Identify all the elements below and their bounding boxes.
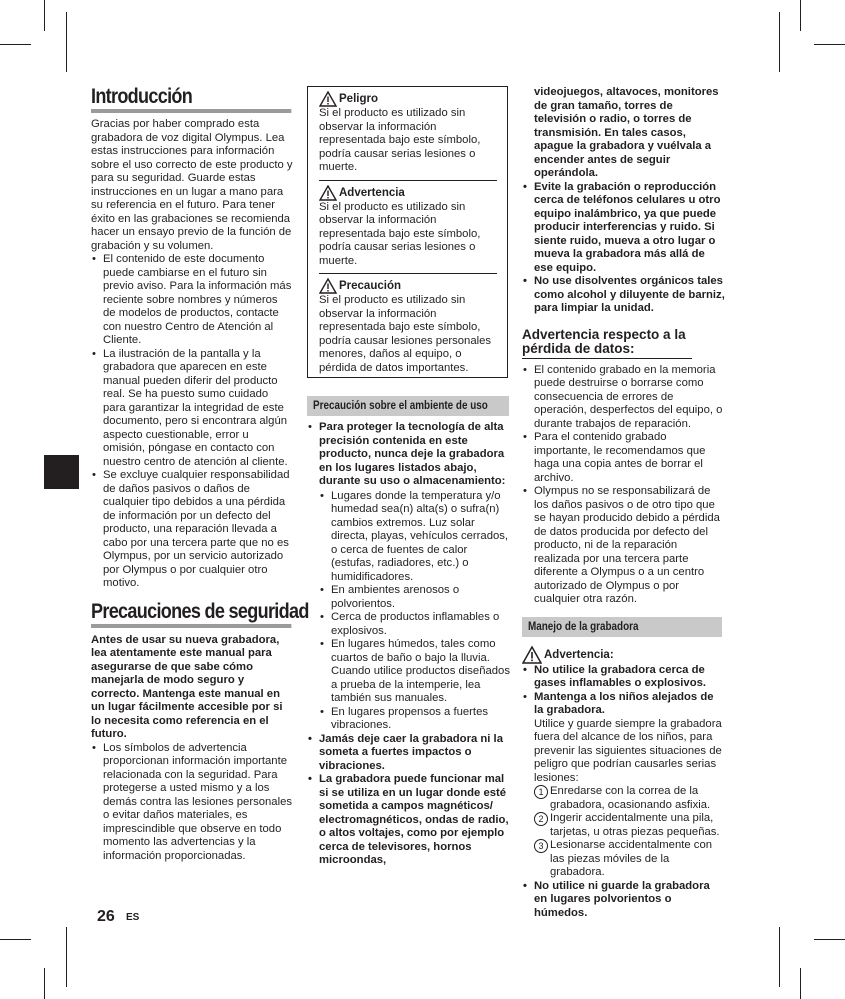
crop-mark bbox=[814, 44, 845, 45]
caution-text: Si el producto es utilizado sin observar la información representada bajo este símbolo, podría causar lesiones personales menores, daños al equipo, o pérdida de datos importantes. bbox=[319, 294, 492, 374]
handling-band: Manejo de la grabadora bbox=[522, 617, 722, 637]
crop-mark bbox=[779, 927, 780, 987]
list-item: • Jamás deje caer la grabadora ni la someta a fuertes impactos o vibraciones. bbox=[307, 733, 510, 774]
list-item: • No utilice la grabadora cerca de gases inflamables o explosivos. bbox=[522, 664, 726, 691]
list-item: • El contenido grabado en la memoria puede destruirse o borrarse como consecuencia de errores de operación, desperfectos del equipo, o durante trabajos de reparación. bbox=[522, 364, 726, 432]
environment-list bbox=[307, 421, 510, 868]
column-left bbox=[91, 85, 309, 863]
data-loss-title: Advertencia respecto a la pérdida de datos: bbox=[522, 328, 692, 359]
environment-band: Precaución sobre el ambiente de uso bbox=[307, 396, 509, 416]
intro-bullets bbox=[91, 253, 293, 591]
handling-list bbox=[522, 664, 726, 921]
language-code: ES bbox=[126, 912, 140, 923]
numbered-item: 1 Enredarse con la correa de la grabadora, ocasionando asfixia. bbox=[534, 785, 726, 812]
handling-warning-heading: Advertencia: bbox=[522, 646, 726, 664]
list-item: • La grabadora puede funcionar mal si se utiliza en un lugar donde esté sometida a campos magnéticos/ electromagnéticos, ondas de radio, o altos voltajes, como por ejemplo cerca de televisores, hornos microondas, bbox=[307, 773, 510, 868]
list-item: • No utilice ni guarde la grabadora en lugares polvorientos o húmedos. bbox=[522, 880, 726, 921]
data-loss-list bbox=[522, 364, 726, 607]
numbered-item: 2 Ingerir accidentalmente una pila, tarjetas, u otras piezas pequeñas. bbox=[534, 812, 726, 839]
warning-symbols-box bbox=[307, 86, 508, 378]
crop-mark bbox=[800, 0, 801, 31]
page-number: 26 bbox=[97, 908, 115, 925]
list-item: • Mantenga a los niños alejados de la grabadora. Utilice y guarde siempre la grabadora fuera del alcance de los niños, para prevenir las siguientes situaciones de peligro que podrían causarles serias lesiones: 1 Enredarse con la correa de la grabadora, ocasionando asfixia. 2 Ingerir accidentalmente una pila, tarjetas, u otras piezas pequeñas. 3 Lesionarse accidentalmente con las piezas móviles de la grabadora. bbox=[522, 691, 726, 880]
warning-icon bbox=[522, 646, 542, 664]
safety-intro: Antes de usar su nueva grabadora, lea atentamente este manual para asegurarse de que sabe cómo manejarla de modo seguro y correcto. Mantenga este manual en un lugar fácilmente accesible por si lo necesita como referencia en el futuro. bbox=[91, 633, 283, 740]
safety-title: Precauciones de seguridad bbox=[91, 601, 291, 628]
list-item: • Evite la grabación o reproducción cerca de teléfonos celulares u otro equipo inalámbrico, ya que puede producir interferencias y ruido. Si siente ruido, mueva a otro lugar o mueva la grabadora más allá de ese equipo. bbox=[522, 181, 726, 276]
list-item: • En lugares propensos a fuertes vibraciones. bbox=[319, 706, 510, 733]
list-item: • Los símbolos de advertencia proporcionan información importante relacionada con la seguridad. Para protegerse a usted mismo y a los demás contra las lesiones personales o evitar daños materiales, es imprescindible que observe en todo momento las advertencias y la información proporcionadas. bbox=[91, 742, 293, 864]
list-item: • No use disolventes orgánicos tales como alcohol y diluyente de barniz, para limpiar la unidad. bbox=[522, 275, 726, 316]
crop-mark bbox=[814, 939, 845, 940]
list-item: • Para proteger la tecnología de alta precisión contenida en este producto, nunca deje la grabadora en los lugares listados abajo, durante su uso o almacenamiento: • Lugares donde la temperatura y/o humedad sea(n) alta(s) o sufra(n) cambios extremos. Luz solar directa, playas, vehículos cerrados, o cerca de fuentes de calor (estufas, radiadores, etc.) o humidificadores. • En ambientes arenosos o polvorientos. • Cerca de productos inflamables o explosivos. • En lugares húmedos, tales como cuartos de baño o bajo la lluvia. Cuando utilice productos diseñados a prueba de la intemperie, lea también sus manuales. • En lugares propensos a fuertes vibraciones. bbox=[307, 421, 510, 733]
warning-icon bbox=[319, 278, 337, 294]
list-item: • Lugares donde la temperatura y/o humedad sea(n) alta(s) o sufra(n) cambios extremos. Luz solar directa, playas, vehículos cerrados, o cerca de fuentes de calor (estufas, radiadores, etc.) o humidificadores. bbox=[319, 490, 510, 585]
numbered-item: 3 Lesionarse accidentalmente con las piezas móviles de la grabadora. bbox=[534, 839, 726, 880]
crop-mark bbox=[800, 968, 801, 999]
danger-text: Si el producto es utilizado sin observar la información representada bajo este símbolo, podría causar serias lesiones o muerte. bbox=[319, 107, 481, 173]
crop-mark bbox=[44, 968, 45, 999]
safety-bullets bbox=[91, 742, 293, 864]
interference-list bbox=[522, 181, 726, 316]
crop-mark bbox=[66, 12, 67, 72]
list-item: • Para el contenido grabado importante, le recomendamos que haga una copia antes de borrar el archivo. bbox=[522, 431, 726, 485]
crop-mark bbox=[0, 939, 31, 940]
warning-text: Si el producto es utilizado sin observar la información representada bajo este símbolo, podría causar serias lesiones o muerte. bbox=[319, 200, 481, 267]
list-item: • En ambientes arenosos o polvorientos. bbox=[319, 584, 510, 611]
warning-icon bbox=[319, 185, 337, 201]
list-item: • Olympus no se responsabilizará de los daños pasivos o de otro tipo que se hayan producido debido a pérdida de datos producida por defecto del producto, ni de la reparación realizada por una tercera parte diferente a Olympus o a un centro autorizado de Olympus o por cualquier otra razón. bbox=[522, 485, 726, 607]
danger-heading: Peligro bbox=[319, 91, 497, 107]
location-list bbox=[319, 490, 510, 733]
list-item: • En lugares húmedos, tales como cuartos de baño o bajo la lluvia. Cuando utilice productos diseñados a prueba de la intemperie, lea también sus manuales. bbox=[319, 638, 510, 706]
list-item: • La ilustración de la pantalla y la grabadora que aparecen en este manual pueden diferir del producto real. Se ha puesto sumo cuidado para garantizar la integridad de este documento, pero si encontrara algún aspecto cuestionable, error u omisión, póngase en contacto con nuestro centro de atención al cliente. bbox=[91, 348, 293, 470]
column-right bbox=[522, 86, 726, 920]
warning-icon bbox=[319, 91, 337, 107]
list-item: • El contenido de este documento puede cambiarse en el futuro sin previo aviso. Para la información más reciente sobre nombres y números de modelos de productos, contacte con nuestro Centro de Atención al Cliente. bbox=[91, 253, 293, 348]
list-item: • Cerca de productos inflamables o explosivos. bbox=[319, 611, 510, 638]
crop-mark bbox=[66, 927, 67, 987]
crop-mark bbox=[0, 44, 31, 45]
caution-heading: Precaución bbox=[319, 278, 497, 294]
intro-paragraph: Gracias por haber comprado esta grabadora de voz digital Olympus. Lea estas instrucciones para información sobre el uso correcto de este producto y para su seguridad. Guarde estas instrucciones en un lugar a mano para su referencia en el futuro. Para tener éxito en las grabaciones se recomienda hacer un ensayo previo de la función de grabación y su volumen. bbox=[91, 118, 293, 252]
list-item: • Se excluye cualquier responsabilidad de daños pasivos o daños de cualquier tipo debidos a una pérdida de información por un defecto del producto, una reparación llevada a cabo por una tercera parte que no es Olympus, por un servicio autorizado por Olympus o por cualquier otro motivo. bbox=[91, 469, 293, 591]
crop-mark bbox=[44, 0, 45, 31]
intro-title: Introducción bbox=[91, 86, 291, 113]
chapter-tab bbox=[44, 455, 79, 489]
crop-mark bbox=[779, 12, 780, 72]
continued-text: videojuegos, altavoces, monitores de gran tamaño, torres de televisión o radio, o torres de transmisión. En tales casos, apague la grabadora y vuélvala a encender antes de seguir operándola. bbox=[534, 86, 719, 179]
column-middle bbox=[307, 396, 510, 868]
warning-heading: Advertencia bbox=[319, 185, 497, 201]
